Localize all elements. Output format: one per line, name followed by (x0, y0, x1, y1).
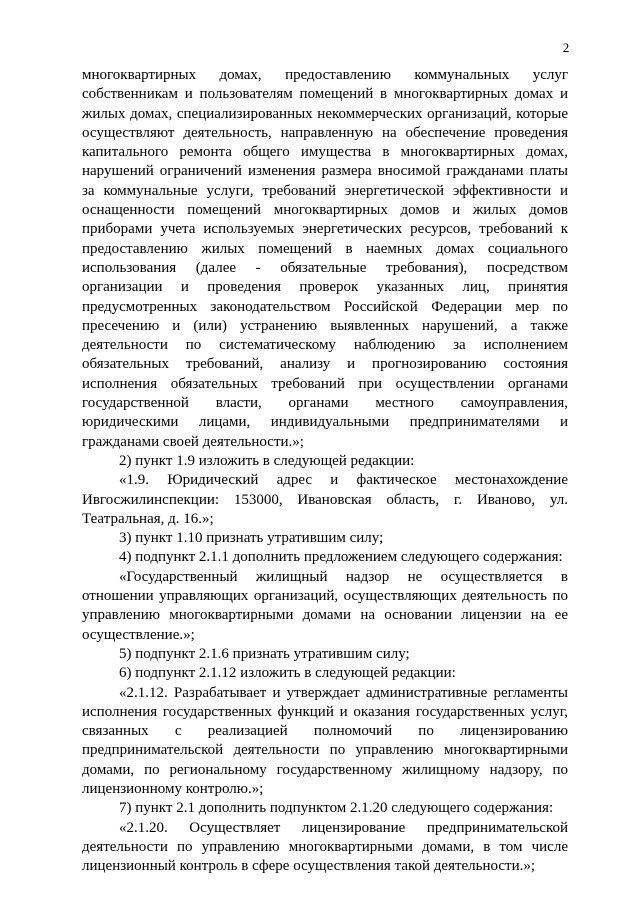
paragraph-item-4: 4) подпункт 2.1.1 дополнить предложением следующего содержания: (119, 549, 563, 566)
paragraph-item-6: 6) подпункт 2.1.12 изложить в следующей редакции: (119, 665, 456, 682)
document-body (82, 66, 568, 876)
paragraph-continuation: многоквартирных домах, предоставлению коммунальных услуг собственникам и пользователям помещений в многоквартирных домах и жилых домах, специализированных некоммерческих организаций, которые осуществляют деятельность, направленную на обеспечение проведения капитального ремонта общего имущества в многоквартирных домах, нарушений ограничений изменения размера вносимой гражданами платы за коммунальные услуги, требований энергетической эффективности и оснащенности помещений многоквартирных домов и жилых домов приборами учета используемых энергетических ресурсов, требований к предоставлению жилых помещений в наемных домах социального использования (далее - обязательные требования), посредством организации и проведения проверок указанных лиц, принятия предусмотренных законодательством Российской Федерации мер по пресечению и (или) устранению выявленных нарушений, а также деятельности по систематическому наблюдению за исполнением обязательных требований, анализу и прогнозированию состояния исполнения обязательных требований при осуществлении органами государственной власти, органами местного самоуправления, юридическими лицами, индивидуальными предпринимателями и гражданами своей деятельности.»; (82, 67, 568, 450)
paragraph-item-4-quote: «Государственный жилищный надзор не осуществляется в отношении управляющих организаций, осуществляющих деятельность по управлению многоквартирными домами на основании лицензии на ее осуществление.»; (82, 568, 568, 643)
paragraph-item-3: 3) пункт 1.10 признать утратившим силу; (119, 530, 384, 547)
paragraph-item-2-quote: «1.9. Юридический адрес и фактическое местонахождение Ивгосжилинспекции: 153000, Ивановская область, г. Иваново, ул. Театральная, д. 16.»; (82, 472, 568, 527)
paragraph-item-6-quote: «2.1.12. Разрабатывает и утверждает административные регламенты исполнения государственных функций и оказания государственных услуг, связанных с реализацией полномочий по лицензированию предпринимательской деятельности по управлению многоквартирными домами, по региональному государственному жилищному надзору, по лицензионному контролю.»; (82, 684, 568, 797)
page-number: 2 (562, 40, 570, 55)
paragraph-item-5: 5) подпункт 2.1.6 признать утратившим силу; (119, 645, 410, 662)
paragraph-item-2: 2) пункт 1.9 изложить в следующей редакции: (119, 452, 415, 469)
paragraph-item-7-quote: «2.1.20. Осуществляет лицензирование предпринимательской деятельности по управлению многоквартирными домами, в том числе лицензионный контроль в сфере осуществления такой деятельности.»; (82, 819, 568, 875)
paragraph-item-7: 7) пункт 2.1 дополнить подпунктом 2.1.20 следующего содержания: (119, 800, 554, 817)
